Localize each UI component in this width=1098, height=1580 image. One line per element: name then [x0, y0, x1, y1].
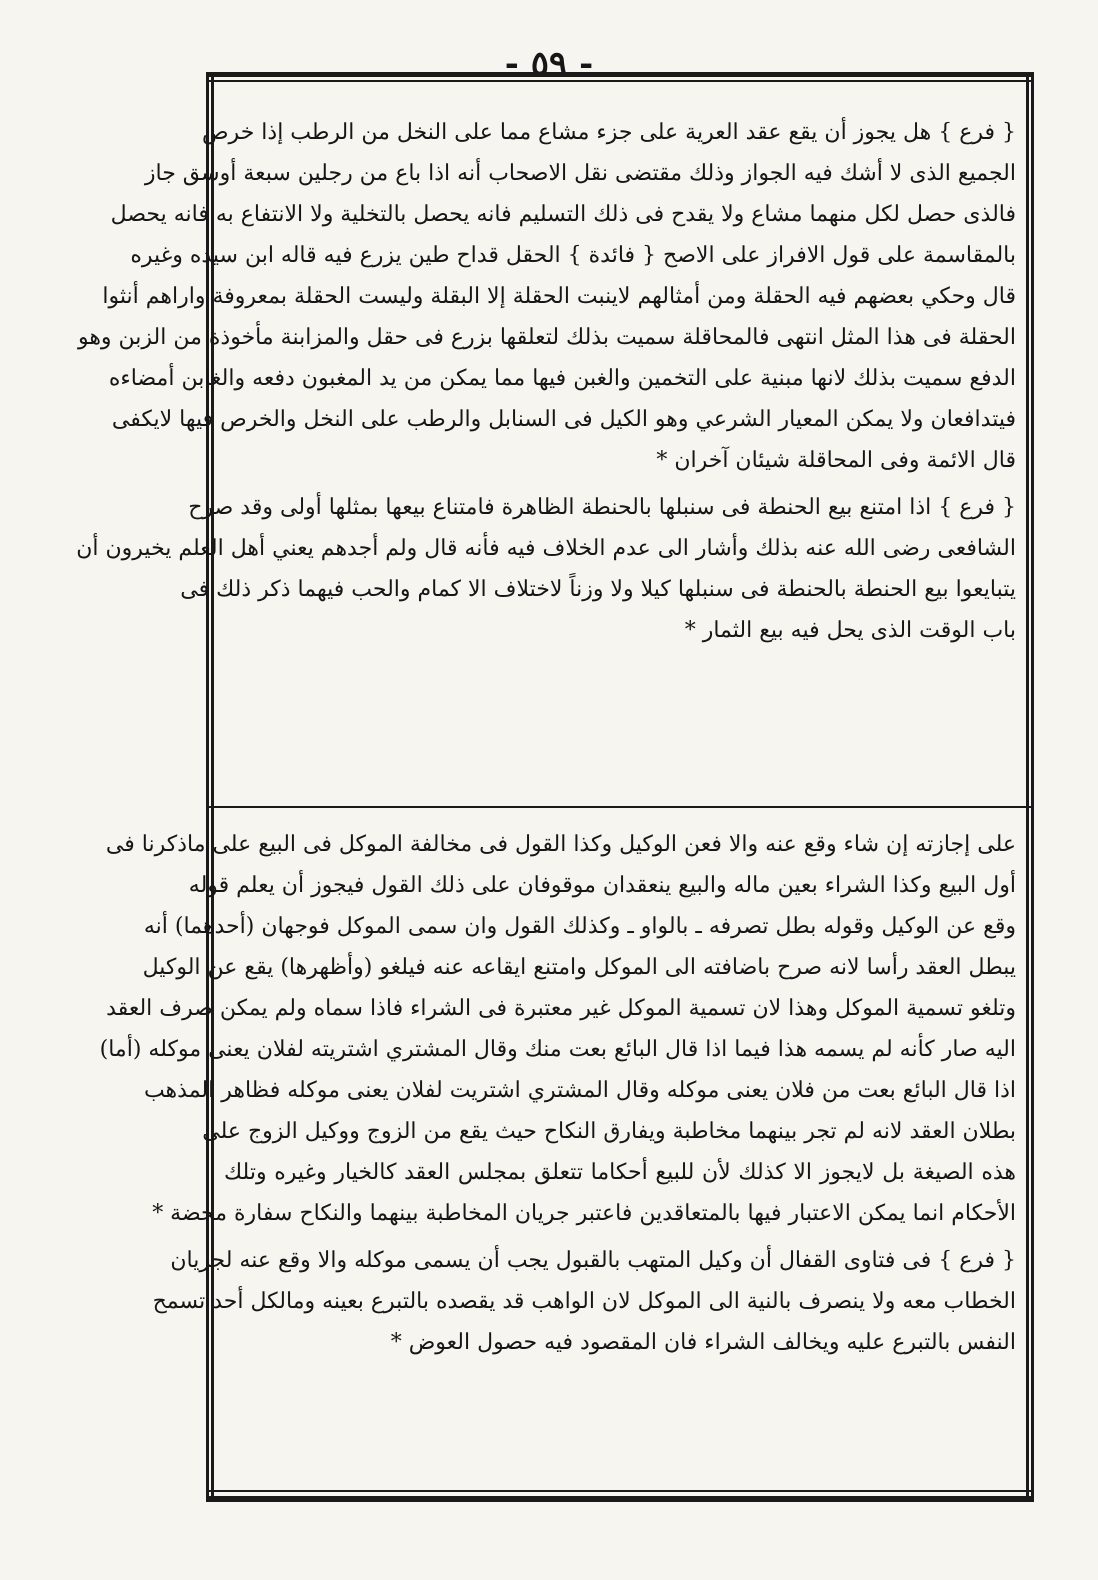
text-line: النفس بالتبرع عليه ويخالف الشراء فان المقصود فيه حصول العوض ‌* [390, 1330, 1016, 1355]
text-line: وتلغو تسمية الموكل وهذا لان تسمية الموكل غير معتبرة فى الشراء فاذا سماه ولم يمكن صرف العقد [106, 996, 1016, 1021]
text-line: { فرع } هل يجوز أن يقع عقد العرية على جزء مشاع مما على النخل من الرطب إذا خرص [201, 120, 1016, 145]
text-line: الأحكام انما يمكن الاعتبار فيها بالمتعاقدين فاعتبر جريان المخاطبة بينهما والنكاح سفارة محضة ‌* [152, 1201, 1016, 1226]
text-line: بالمقاسمة على قول الافراز على الاصح { فائدة } الحقل قداح طين يزرع فيه قاله ابن سيده وغيره [130, 243, 1016, 268]
text-line: وقع عن الوكيل وقوله بطل تصرفه ـ بالواو ـ وكذلك القول وان سمى الموكل فوجهان (أحدهما) أنه [143, 914, 1016, 939]
text-line: الشافعى رضى الله عنه بذلك وأشار الى عدم الخلاف فيه فأنه قال ولم أجدهم يعني أهل العلم يخيرون أن [76, 536, 1016, 561]
text-line: الجميع الذى لا أشك فيه الجواز وذلك مقتضى نقل الاصحاب أنه اذا باع من رجلين سبعة أوسق جاز [144, 161, 1016, 186]
text-line: { فرع } فى فتاوى القفال أن وكيل المتهب بالقبول يجب أن يسمى موكله والا وقع عنه لجريان [170, 1248, 1016, 1273]
text-line: هذه الصيغة بل لايجوز الا كذلك لأن للبيع أحكاما تتعلق بمجلس العقد كالخيار وغيره وتلك [224, 1160, 1016, 1185]
paragraph [99, 824, 1016, 1234]
page-number: - ٥٩ - [504, 44, 594, 84]
paragraph [76, 487, 1016, 651]
bottom-double-rule [206, 1490, 1034, 1502]
text-line: قال وحكي بعضهم فيه الحقلة ومن أمثالهم لاينبت الحقلة إلا البقلة وليست الحقلة بمعروفة واراهم أنثوا [102, 284, 1016, 309]
text-line: الخطاب معه ولا ينصرف بالنية الى الموكل لان الواهب قد يقصده بالتبرع بعينه ومالكل أحد تسمح [152, 1289, 1016, 1314]
text-line: الحقلة فى هذا المثل انتهى فالمحاقلة سميت بذلك لتعلقها بزرع فى حقل والمزابنة مأخوذة من الزبن وهو [77, 325, 1016, 350]
text-line: فالذى حصل لكل منهما مشاع ولا يقدح فى ذلك التسليم فانه يحصل بالتخلية ولا الانتفاع به فانه يحصل [110, 202, 1016, 227]
paragraph [152, 1240, 1016, 1363]
text-line: اليه صار كأنه لم يسمه هذا فيما اذا قال البائع بعت منك وقال المشتري اشتريته لفلان يعنى موكله (أما) [99, 1037, 1016, 1062]
text-line: قال الائمة وفى المحاقلة شيئان آخران ‌* [656, 448, 1016, 473]
text-line: الدفع سميت بذلك لانها مبنية على التخمين والغبن فيها مما يمكن من يد المغبون دفعه والغابن أمضاءه [108, 366, 1016, 391]
text-line: فيتدافعان ولا يمكن المعيار الشرعي وهو الكيل فى السنابل والرطب على النخل والخرص فيها لايكفى [111, 407, 1016, 432]
text-line: على إجازته إن شاء وقع عنه والا فعن الوكيل وكذا القول فى مخالفة الموكل فى البيع على ماذكرنا فى [105, 832, 1016, 857]
text-line: { فرع } اذا امتنع بيع الحنطة فى سنبلها بالحنطة الظاهرة فامتناع بيعها بمثلها أولى وقد صرح [188, 495, 1016, 520]
section-divider [206, 806, 1034, 808]
text-line: يبطل العقد رأسا لانه صرح باضافته الى الموكل وامتنع ايقاعه عنه فيلغو (وأظهرها) يقع عن الوكيل [142, 955, 1016, 980]
footnote-text [99, 824, 1016, 1369]
text-line: أول البيع وكذا الشراء بعين ماله والبيع ينعقدان موقوفان على ذلك القول فيجوز أن يعلم قوله [188, 873, 1016, 898]
main-text [76, 112, 1016, 657]
text-line: باب الوقت الذى يحل فيه بيع الثمار ‌* [684, 618, 1016, 643]
text-line: بطلان العقد لانه لم تجر بينهما مخاطبة ويفارق النكاح حيث يقع من الزوج ووكيل الزوج على [202, 1119, 1016, 1144]
text-line: اذا قال البائع بعت من فلان يعنى موكله وقال المشتري اشتريت لفلان يعنى موكله فظاهر المذهب [143, 1078, 1016, 1103]
paragraph [77, 112, 1016, 481]
text-line: يتبايعوا بيع الحنطة بالحنطة فى سنبلها كيلا ولا وزناً لاختلاف الا كمام والحب فيهما ذكر ذلك فى [180, 577, 1016, 602]
